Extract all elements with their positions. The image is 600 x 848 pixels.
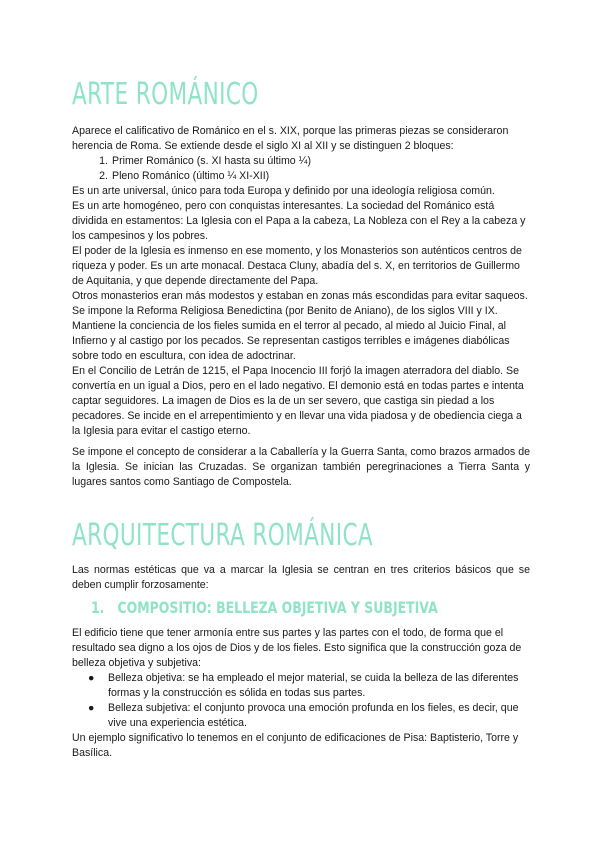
section-compositio	[72, 626, 530, 761]
list-item-text: Primer Románico (s. XI hasta su último ¼)	[112, 155, 311, 167]
list-number: 1.	[99, 155, 108, 167]
list-item	[72, 671, 530, 701]
list-item-text: Belleza subjetiva: el conjunto provoca una emoción profunda en los fieles, es decir, que vive una experiencia estética.	[108, 702, 519, 729]
list-item-text: Pleno Románico (último ¼ XI-XII)	[112, 170, 270, 182]
bullet-icon: ●	[88, 672, 95, 684]
bullet-icon: ●	[88, 702, 95, 714]
subheading-number: 1.	[91, 598, 105, 617]
paragraph: El edificio tiene que tener armonía entre sus partes y las partes con el todo, de forma que el resultado sea digno a los ojos de Dios y de los fieles. Esto significa que la construcción goza de belleza objetiva y subjetiva:	[72, 627, 522, 669]
paragraph: Un ejemplo significativo lo tenemos en el conjunto de edificaciones de Pisa: Baptisterio, Torre y Basílica.	[72, 732, 519, 759]
paragraph: En el Concilio de Letrán de 1215, el Papa Inocencio III forjó la imagen aterradora del diablo. Se convertía en un igual a Dios, pero en el lado negativo. El demonio está en todas partes e intenta captar seguidores. La imagen de Dios es la de un ser severo, que castiga sin piedad a los pecadores. Se incide en el arrepentimiento y en llevar una vida piadosa y de obediencia ciega a la Iglesia para evitar el castigo eterno.	[72, 365, 524, 437]
list-number: 2.	[99, 170, 108, 182]
list-item	[94, 154, 530, 169]
subheading-compositio	[91, 600, 438, 616]
list-item	[72, 701, 530, 731]
paragraph-intro: Aparece el calificativo de Románico en el s. XIX, porque las primeras piezas se consideraron herencia de Roma. Se extiende desde el siglo XI al XII y se distinguen 2 bloques:	[72, 125, 509, 152]
list-item-text: Belleza objetiva: se ha empleado el mejor material, se cuida la belleza de las diferentes formas y la construcción es sólida en todas sus partes.	[108, 672, 519, 699]
heading-arquitectura-romanica: ARQUITECTURA ROMÁNICA	[72, 518, 374, 553]
paragraph: Se impone el concepto de considerar a la Caballería y la Guerra Santa, como brazos armados de la Iglesia. Se inician las Cruzadas. Se organizan también peregrinaciones a Tierra Santa y lugares santos como Santiago de Compostela.	[72, 446, 530, 488]
paragraph: Es un arte universal, único para toda Europa y definido por una ideología religiosa común.	[72, 185, 495, 197]
paragraph: Otros monasterios eran más modestos y estaban en zonas más escondidas para evitar saqueos.	[72, 290, 528, 302]
paragraph: El poder de la Iglesia es inmenso en ese momento, y los Monasterios son auténticos centros de riqueza y poder. Es un arte monacal. Destaca Cluny, abadía del s. X, en territorios de Guillermo de Aquitania, y que depende directamente del Papa.	[72, 245, 522, 287]
list-item	[94, 169, 530, 184]
paragraph: Es un arte homogéneo, pero con conquistas interesantes. La sociedad del Románico está dividida en estamentos: La Iglesia con el Papa a la cabeza, La Nobleza con el Rey a la cabeza y los campesinos y los pobres.	[72, 200, 526, 242]
paragraph: Se impone la Reforma Religiosa Benedictina (por Benito de Aniano), de los siglos VIII y IX. Mantiene la conciencia de los fieles sumida en el terror al pecado, al miedo al Juicio Final, al Infierno y al castigo por los pecados. Se representan castigos terribles e imágenes diabólicas sobre todo en escultura, con idea de adoctrinar.	[72, 305, 510, 362]
numbered-list	[72, 154, 530, 184]
subheading-text: COMPOSITIO: BELLEZA OBJETIVA Y SUBJETIVA	[117, 598, 438, 617]
heading-arte-romanico: ARTE ROMÁNICO	[72, 77, 259, 112]
section-arte-romanico	[72, 124, 530, 490]
paragraph-intro: Las normas estéticas que va a marcar la Iglesia se centran en tres criterios básicos que se deben cumplir forzosamente:	[72, 564, 530, 591]
section-arquitectura-intro	[72, 563, 530, 593]
bullet-list	[72, 671, 530, 731]
